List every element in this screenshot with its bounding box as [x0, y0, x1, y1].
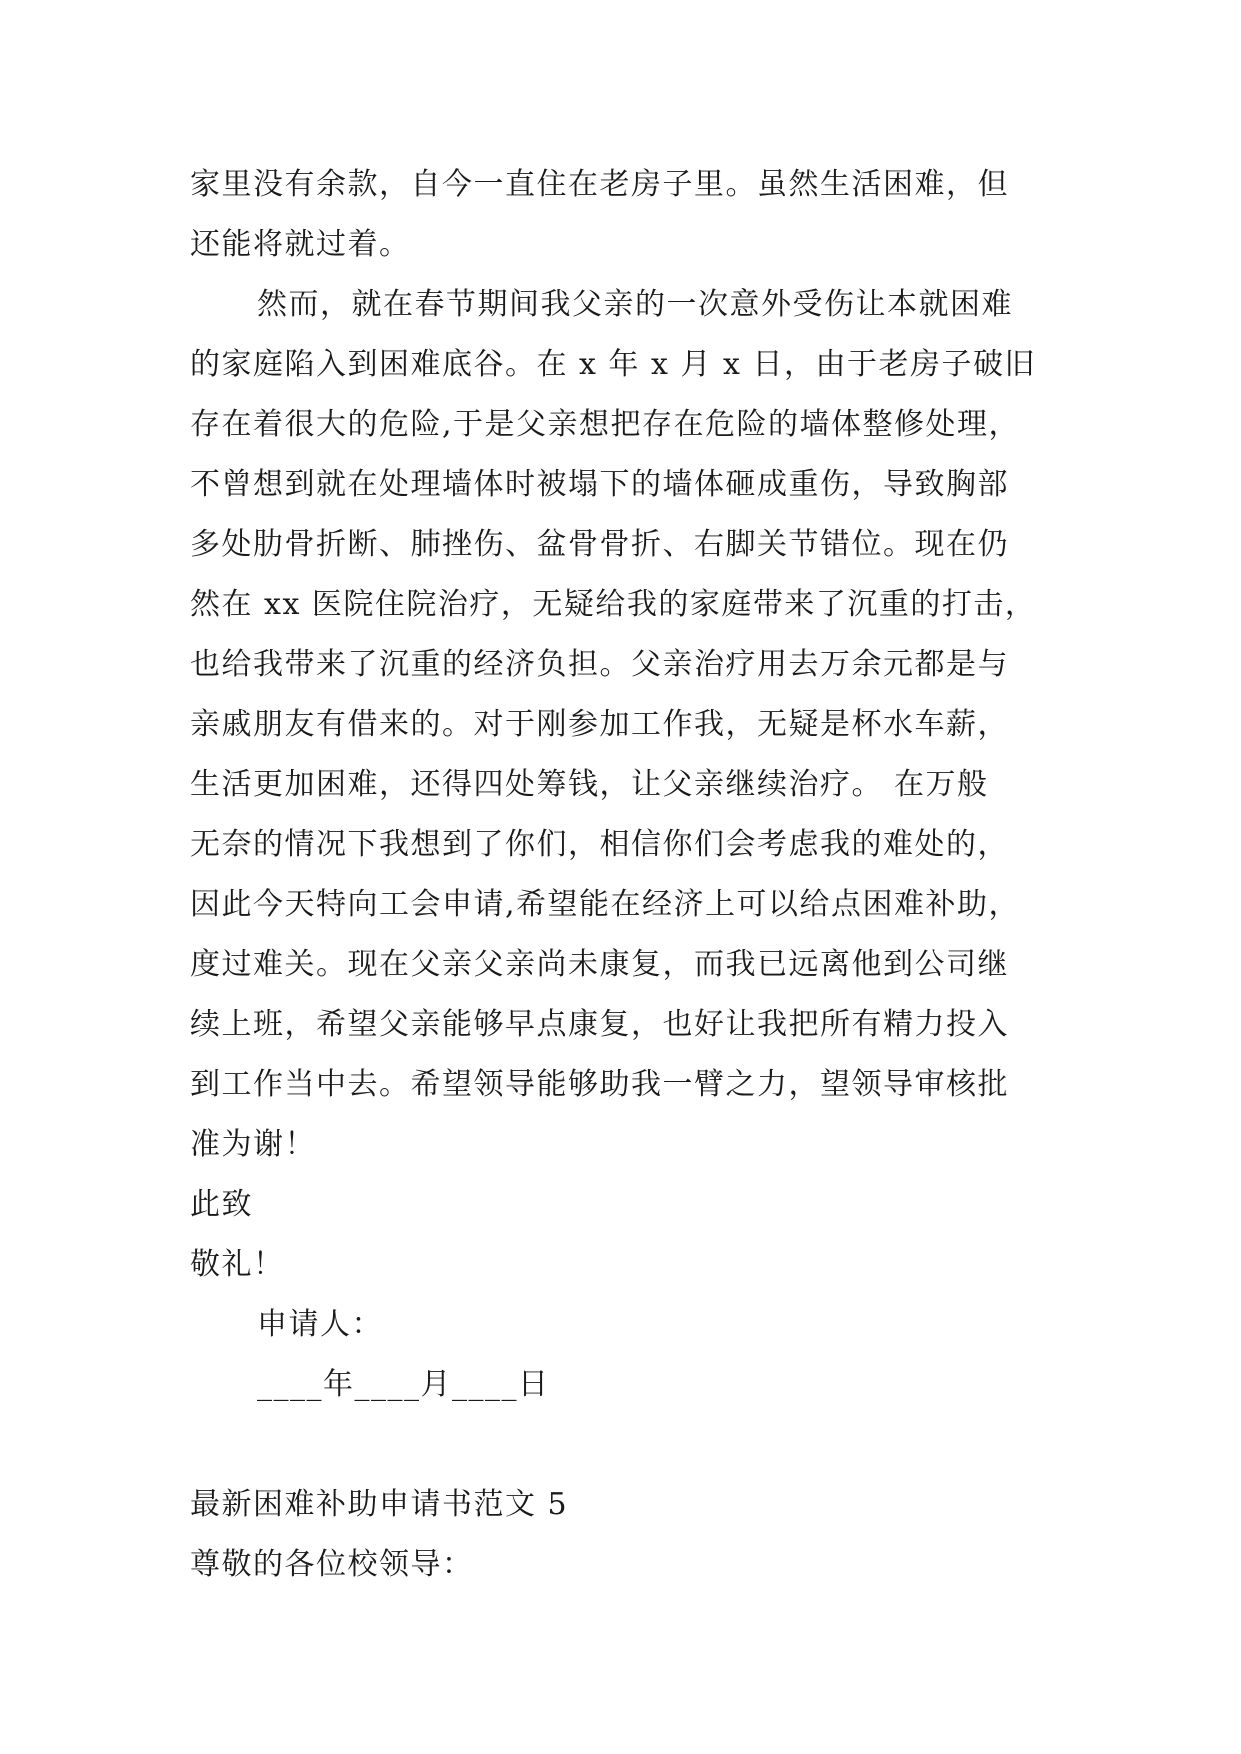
paragraph-line: 也给我带来了沉重的经济负担。父亲治疗用去万余元都是与: [190, 647, 1009, 682]
paragraph-line: 度过难关。现在父亲父亲尚未康复，而我已远离他到公司继: [190, 947, 1009, 982]
paragraph-line: 存在着很大的危险,于是父亲想把存在危险的墙体整修处理，: [190, 407, 1021, 442]
paragraph-line: 生活更加困难，还得四处筹钱，让父亲继续治疗。 在万般: [190, 767, 989, 802]
paragraph-line: 续上班，希望父亲能够早点康复，也好让我把所有精力投入: [190, 1007, 1009, 1042]
paragraph-line: 不曾想到就在处理墙体时被塌下的墙体砸成重伤，导致胸部: [190, 467, 1009, 502]
paragraph-line: 然而，就在春节期间我父亲的一次意外受伤让本就困难: [257, 287, 1013, 322]
date-line: ____年____月____日: [257, 1367, 550, 1402]
closing-phrase: 此致: [190, 1187, 253, 1222]
paragraph-line: 还能将就过着。: [190, 227, 411, 262]
next-salutation: 尊敬的各位校领导：: [190, 1547, 474, 1582]
paragraph-line: 因此今天特向工会申请,希望能在经济上可以给点困难补助，: [190, 887, 1021, 922]
paragraph-line: 多处肋骨折断、肺挫伤、盆骨骨折、右脚关节错位。现在仍: [190, 527, 1009, 562]
applicant-label: 申请人：: [257, 1307, 383, 1342]
paragraph-line: 到工作当中去。希望领导能够助我一臂之力，望领导审核批: [190, 1067, 1009, 1102]
closing-salute: 敬礼！: [190, 1247, 285, 1282]
paragraph-line: 无奈的情况下我想到了你们，相信你们会考虑我的难处的，: [190, 827, 1009, 862]
paragraph-line: 准为谢！: [190, 1127, 316, 1162]
paragraph-line: 的家庭陷入到困难底谷。在 x 年 x 月 x 日，由于老房子破旧: [190, 347, 1036, 382]
paragraph-line: 家里没有余款，自今一直住在老房子里。虽然生活困难，但: [190, 167, 1009, 202]
paragraph-line: 然在 xx 医院住院治疗，无疑给我的家庭带来了沉重的打击，: [190, 587, 1037, 622]
paragraph-line: 亲戚朋友有借来的。对于刚参加工作我，无疑是杯水车薪，: [190, 707, 1009, 742]
next-section-title: 最新困难补助申请书范文 5: [190, 1487, 569, 1522]
